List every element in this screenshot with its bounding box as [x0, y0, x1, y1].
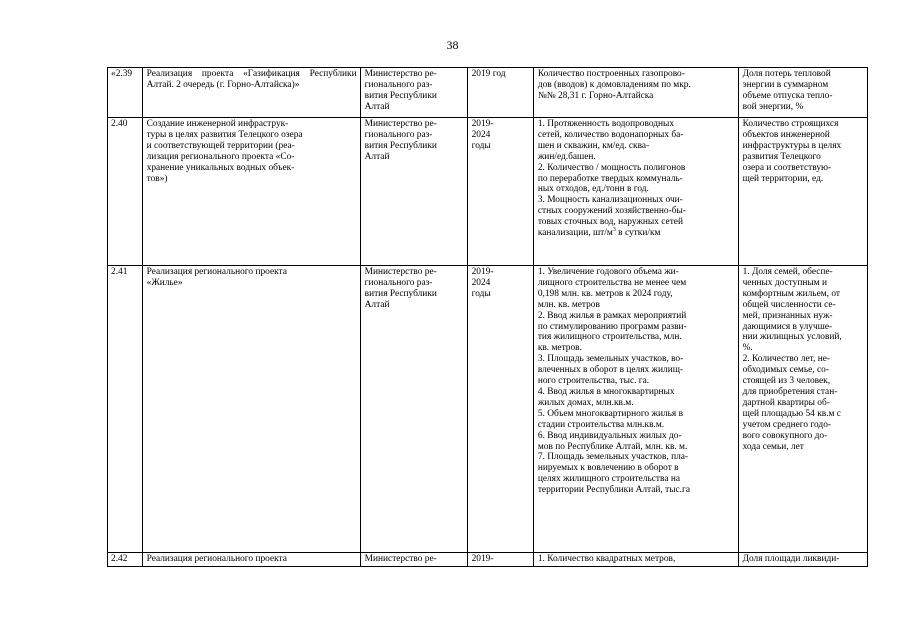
table-row	[108, 68, 868, 118]
measure-number: 2.41	[108, 266, 143, 553]
measure-effect: Количество строящихся объектов инженерной инфраструктуры в целях развития Телецкого озера и соответствую- щей территории, ед.	[738, 118, 867, 266]
measure-term: 2019- 2024 годы	[467, 118, 533, 266]
measure-name: Реализация проекта «Газификация Республики Алтай. 2 очередь (г. Горно-Алтайска)»	[142, 68, 360, 118]
program-measures-table	[107, 67, 868, 567]
page-number: 38	[446, 38, 459, 52]
measure-name: Реализация регионального проекта «Жилье»	[142, 266, 360, 553]
indicators-tail: в сутки/км	[615, 228, 661, 239]
table-row	[108, 266, 868, 553]
measure-indicators	[533, 118, 738, 266]
measure-indicators: 1. Количество квадратных метров,	[533, 553, 738, 567]
measure-term: 2019 год	[467, 68, 533, 118]
measure-effect: Доля площади ликвиди-	[738, 553, 867, 567]
measure-number: 2.40	[108, 118, 143, 266]
unit-superscript: 3	[612, 226, 616, 233]
measure-executor: Министерство ре-	[360, 553, 467, 567]
indicators-text: 1. Протяженность водопроводных сетей, количество водонапорных ба- шен и скважин, км/ед. сква- жин/ед.башен. 2. Количество / мощность полигонов по переработке твердых коммуналь- ных отходов, ед./тонн в год. 3. Мощность канализационных очи- стных сооружений хозяйственно-бы- товых сточных вод, наружных сетей канализации, шт/м	[537, 119, 686, 239]
measure-executor: Министерство ре- гионального раз- вития Республики Алтай	[360, 68, 467, 118]
measure-number: 2.42	[108, 553, 143, 567]
measure-term: 2019- 2024 годы	[467, 266, 533, 553]
measure-effect: Доля потерь тепловой энергии в суммарном объеме отпуска тепло- вой энергии, %	[738, 68, 867, 118]
table-row	[108, 553, 868, 567]
measure-number: «2.39	[108, 68, 143, 118]
measure-indicators: Количество построенных газопрово- дов (вводов) к домовладениям по мкр. №№ 28,31 г. Горно-Алтайска	[533, 68, 738, 118]
measure-effect: 1. Доля семей, обеспе- ченных доступным и комфортным жильем, от общей численности се- мей, признанных нуж- дающимися в улучше- нии жилищных условий, %. 2. Количество лет, не- обходимых семье, со- стоящей из 3 человек, для приобретения стан- дартной квартиры об- щей площадью 54 кв.м с учетом среднего годо- вого совокупного до- хода семьи, лет	[738, 266, 867, 553]
measure-executor: Министерство ре- гионального раз- вития Республики Алтай	[360, 118, 467, 266]
measure-executor: Министерство ре- гионального раз- вития Республики Алтай	[360, 266, 467, 553]
measure-name: Создание инженерной инфраструк- туры в целях развития Телецкого озера и соответствующей территории (реа- лизация регионального проекта «Со- хранение уникальных водных объек- тов»)	[142, 118, 360, 266]
measure-indicators: 1. Увеличение годового объема жи- лищного строительства не менее чем 0,198 млн. кв. метров к 2024 году, млн. кв. метров 2. Ввод жилья в рамках мероприятий по стимулированию программ разви- тия жилищного строительства, млн. кв. метров. 3. Площадь земельных участков, во- влеченных в оборот в целях жилищ- ного строительства, тыс. га. 4. Ввод жилья в многоквартирных жилых домах, млн.кв.м. 5. Объем многоквартирного жилья в стадии строительства млн.кв.м. 6. Ввод индивидуальных жилых до- мов по Республике Алтай, млн. кв. м. 7. Площадь земельных участков, пла- нируемых к вовлечению в оборот в целях жилищного строительства на территории Республики Алтай, тыс.га	[533, 266, 738, 553]
measure-term: 2019-	[467, 553, 533, 567]
table-row	[108, 118, 868, 266]
measure-name: Реализация регионального проекта	[142, 553, 360, 567]
